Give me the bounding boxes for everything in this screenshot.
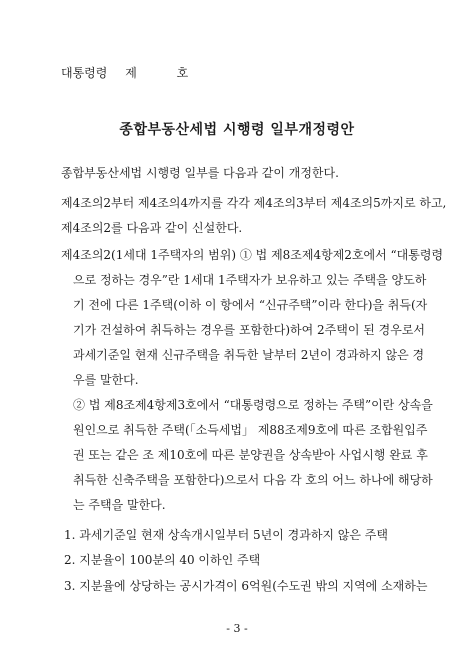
paragraph-line: 기 전에 다른 1주택(이하 이 항에서 “신규주택”이라 한다)을 취득(자: [73, 298, 428, 312]
list-item: 3. 지분율에 상당하는 공시가격이 6억원(수도권 밖의 지역에 소재하는: [64, 579, 428, 593]
list-item: 2. 지분율이 100분의 40 이하인 주택: [64, 553, 261, 567]
intro-line: 제4조의2를 다음과 같이 신설한다.: [61, 221, 243, 235]
paragraph-line: 기가 건설하여 취득하는 경우를 포함한다)하여 2주택이 된 경우로서: [73, 323, 426, 337]
decree-number-suffix: 호: [176, 66, 189, 80]
intro-line: 종합부동산세법 시행령 일부를 다음과 같이 개정한다.: [61, 166, 339, 180]
paragraph-line: 취득한 신축주택을 포함한다)으로서 다음 각 호의 어느 하나에 해당하: [73, 473, 433, 487]
decree-number-prefix: 제: [125, 66, 137, 80]
paragraph-line: 과세기준일 현재 신규주택을 취득한 날부터 2년이 경과하지 않은 경: [73, 348, 425, 362]
paragraph-line: ② 법 제8조제4항제3호에서 “대통령령으로 정하는 주택”이란 상속을: [73, 398, 433, 412]
paragraph-line: 권 또는 같은 조 제10호에 따른 분양권을 상속받아 사업시행 완료 후: [73, 448, 428, 462]
document-title: 종합부동산세법 시행령 일부개정령안: [119, 122, 355, 138]
paragraph-line: 는 주택을 말한다.: [73, 498, 166, 512]
paragraph-line: 우를 말한다.: [73, 373, 139, 387]
paragraph-line: 원인으로 취득한 주택(「소득세법」 제88조제9호에 따른 조합원입주: [73, 423, 428, 437]
paragraph-line: 으로 정하는 경우”란 1세대 1주택자가 보유하고 있는 주택을 양도하: [73, 273, 427, 287]
list-item: 1. 과세기준일 현재 상속개시일부터 5년이 경과하지 않은 주택: [64, 528, 388, 542]
page-number: - 3 -: [226, 622, 248, 635]
intro-line: 제4조의2부터 제4조의4까지를 각각 제4조의3부터 제4조의5까지로 하고,: [61, 196, 447, 210]
decree-label: 대통령령: [61, 66, 108, 80]
decree-header: [61, 64, 188, 81]
article-heading-line: 제4조의2(1세대 1주택자의 범위) ① 법 제8조제4항제2호에서 “대통령령: [61, 248, 444, 262]
